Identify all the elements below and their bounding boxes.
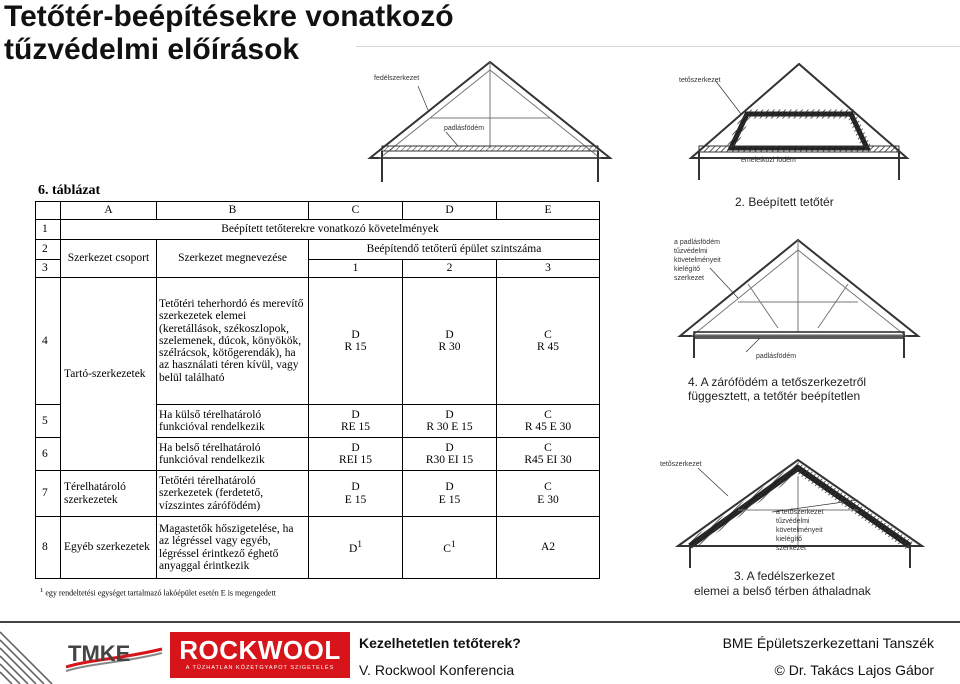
req-class: C (544, 481, 552, 493)
caption-diagram-4-line-1: 4. A zárófödém a tetőszerkezetről (688, 375, 867, 389)
req-d-r8 (403, 517, 497, 579)
level-1: 1 (309, 260, 403, 278)
row-number: 7 (36, 471, 61, 517)
table-row (36, 517, 600, 579)
label-padlasfodem-3: padlásfödém (756, 353, 797, 360)
req-class: D (351, 441, 360, 454)
tmke-logo-text: TMKE (68, 641, 131, 666)
label-padlasfodem-note-3: követelményeit (674, 257, 721, 264)
group-separating: Térelhatároló szerkezetek (61, 471, 157, 517)
req-value: E 15 (438, 493, 461, 506)
req-e-r7 (497, 471, 600, 517)
footnote-mark: 1 (40, 587, 44, 594)
footnote-text: egy rendeltetési egységet tartalmazó lakóépület esetén E is megengedett (45, 588, 276, 598)
row-number: 6 (36, 438, 61, 471)
table-row (36, 471, 600, 517)
caption-diagram-3-line-2: elemei a belső térben áthaladnak (694, 584, 871, 598)
row-number: 2 (36, 240, 61, 260)
req-c-r8 (309, 517, 403, 579)
req-c-r5 (309, 405, 403, 438)
req-class: D (445, 481, 454, 493)
label-padlasfodem-note-1: a padlásfödém (674, 239, 720, 246)
title-divider (356, 46, 960, 47)
req-class: C (544, 408, 552, 421)
diagram-unbuilt-attic (360, 50, 620, 182)
req-value: E 30 (537, 493, 559, 506)
desc-internal: Ha belső térelhatároló funkcióval rendelkezik (157, 438, 309, 471)
label-padlasfodem-note-5: szerkezet (674, 275, 704, 282)
desc-separating: Tetőtéri térelhatároló szerkezetek (ferdetető, vízszintes zárófödém) (157, 471, 309, 517)
rockwool-wordmark: ROCKWOOL (179, 635, 341, 665)
footer-divider (0, 621, 960, 623)
corner-stripes-graphic (0, 624, 60, 684)
requirements-heading: Beépített tetőterekre vonatkozó követelmények (61, 220, 600, 240)
req-class: D (351, 481, 360, 493)
fire-regulation-table (35, 201, 600, 579)
caption-diagram-3-line-1: 3. A fedélszerkezet (734, 569, 835, 583)
diagram-roof-interior (658, 450, 960, 610)
label-fedelszerkezet: fedélszerkezet (374, 75, 420, 82)
req-e-r5 (497, 405, 600, 438)
row-number: 4 (36, 278, 61, 405)
req-class: C (443, 543, 451, 556)
req-c-r7 (309, 471, 403, 517)
req-class: D (445, 441, 454, 454)
label-emeletkozi-fodem: emeletközi födém (741, 157, 796, 164)
req-class: D (351, 328, 360, 341)
req-d-r7 (403, 471, 497, 517)
row-number: 8 (36, 517, 61, 579)
col-letter-e: E (497, 202, 600, 220)
row-number: 1 (36, 220, 61, 240)
req-e-r4 (497, 278, 600, 405)
department-name: BME Épületszerkezettani Tanszék (722, 635, 934, 651)
desc-insulation: Magastetők hőszigetelése, ha az légréssel vagy egyéb, légréssel érintkező éghető anyaggal érintkezik (157, 517, 309, 579)
level-2: 2 (403, 260, 497, 278)
label-padlasfodem-note-2: tűzvédelmi (674, 248, 708, 255)
rockwool-tagline: A TŰZHATLAN KŐZETGYAPOT SZIGETELÉS (185, 665, 335, 671)
tmke-logo (62, 633, 166, 677)
footnote-ref: 1 (357, 539, 363, 551)
row-number: 3 (36, 260, 61, 278)
label-padlasfodem-1: padlásfödém (444, 125, 485, 132)
req-value: RE 15 (340, 421, 371, 433)
req-value: R30 EI 15 (425, 454, 474, 466)
diagram-built-in-attic (675, 50, 960, 220)
req-d-r4 (403, 278, 497, 405)
req-value: R 45 (536, 341, 560, 353)
rockwool-logo (170, 632, 350, 678)
table-row (36, 220, 600, 240)
caption-diagram-4-line-2: függesztett, a tetőtér beépítetlen (688, 389, 861, 403)
label-tetoszerkezet-2: tetőszerkezet (679, 77, 721, 84)
req-value: E 15 (344, 493, 367, 506)
desc-external: Ha külső térelhatároló funkcióval rendelkezik (157, 405, 309, 438)
col-letter-c: C (309, 202, 403, 220)
req-value: R 30 (438, 341, 461, 353)
req-e-r8: A2 (497, 517, 600, 579)
col-letter-d: D (403, 202, 497, 220)
caption-diagram-2: 2. Beépített tetőtér (735, 195, 834, 209)
table-caption: 6. táblázat (38, 183, 101, 198)
table-row (36, 202, 600, 220)
group-load-bearing: Tartó-szerkezetek (61, 278, 157, 471)
author-name: © Dr. Takács Lajos Gábor (774, 662, 934, 678)
req-d-r5 (403, 405, 497, 438)
label-padlasfodem-note-4: kielégítő (674, 266, 701, 273)
col-letter-a: A (61, 202, 157, 220)
footnote-ref: 1 (450, 539, 456, 551)
req-class: D (445, 408, 454, 421)
header-structure-group: Szerkezet csoport (61, 240, 157, 278)
req-e-r6 (497, 438, 600, 471)
event-title: Kezelhetetlen tetőterek? (359, 635, 521, 651)
desc-load-bearing: Tetőtéri teherhordó és merevítő szerkezetek elemei (keretállások, székoszlopok, szelemenek, dúcok, könyökök, szélrácsok, kötőgerendák), ha az használati téren kívül, vagy belül található (157, 278, 309, 405)
header-structure-name: Szerkezet megnevezése (157, 240, 309, 278)
label-tetoszerkezet-note-5: szerkezet (776, 545, 806, 552)
req-value: REI 15 (339, 454, 372, 466)
table-row (36, 278, 600, 405)
req-d-r6 (403, 438, 497, 471)
label-tetoszerkezet-note-2: tűzvédelmi (776, 518, 810, 525)
req-value: R 30 E 15 (426, 421, 473, 433)
req-value: R 45 E 30 (524, 421, 572, 433)
req-value: R 15 (344, 341, 367, 353)
diagram-suspended-ceiling (668, 228, 960, 406)
table-cell (36, 202, 61, 220)
req-class: D (445, 328, 454, 341)
table-footnote (40, 587, 276, 598)
req-c-r6 (309, 438, 403, 471)
header-storey-count: Beépítendő tetőterű épület szintszáma (309, 240, 600, 260)
req-class: D (348, 543, 358, 556)
req-class: D (351, 408, 360, 421)
label-tetoszerkezet-note-4: kielégítő (776, 536, 803, 543)
conference-name: V. Rockwool Konferencia (359, 662, 515, 678)
group-other: Egyéb szerkezetek (61, 517, 157, 579)
title-line-2: tűzvédelmi előírások (4, 33, 300, 66)
label-tetoszerkezet-4: tetőszerkezet (660, 461, 702, 468)
req-class: C (544, 441, 552, 454)
label-tetoszerkezet-note-3: követelményeit (776, 527, 823, 534)
req-c-r4 (309, 278, 403, 405)
row-number: 5 (36, 405, 61, 438)
title-line-1: Tetőtér-beépítésekre vonatkozó (4, 0, 454, 33)
table-row (36, 240, 600, 260)
col-letter-b: B (157, 202, 309, 220)
level-3: 3 (497, 260, 600, 278)
req-value: R45 EI 30 (524, 454, 572, 466)
label-tetoszerkezet-note-1: a tetőszerkezet (776, 509, 824, 516)
req-class: C (544, 328, 552, 341)
